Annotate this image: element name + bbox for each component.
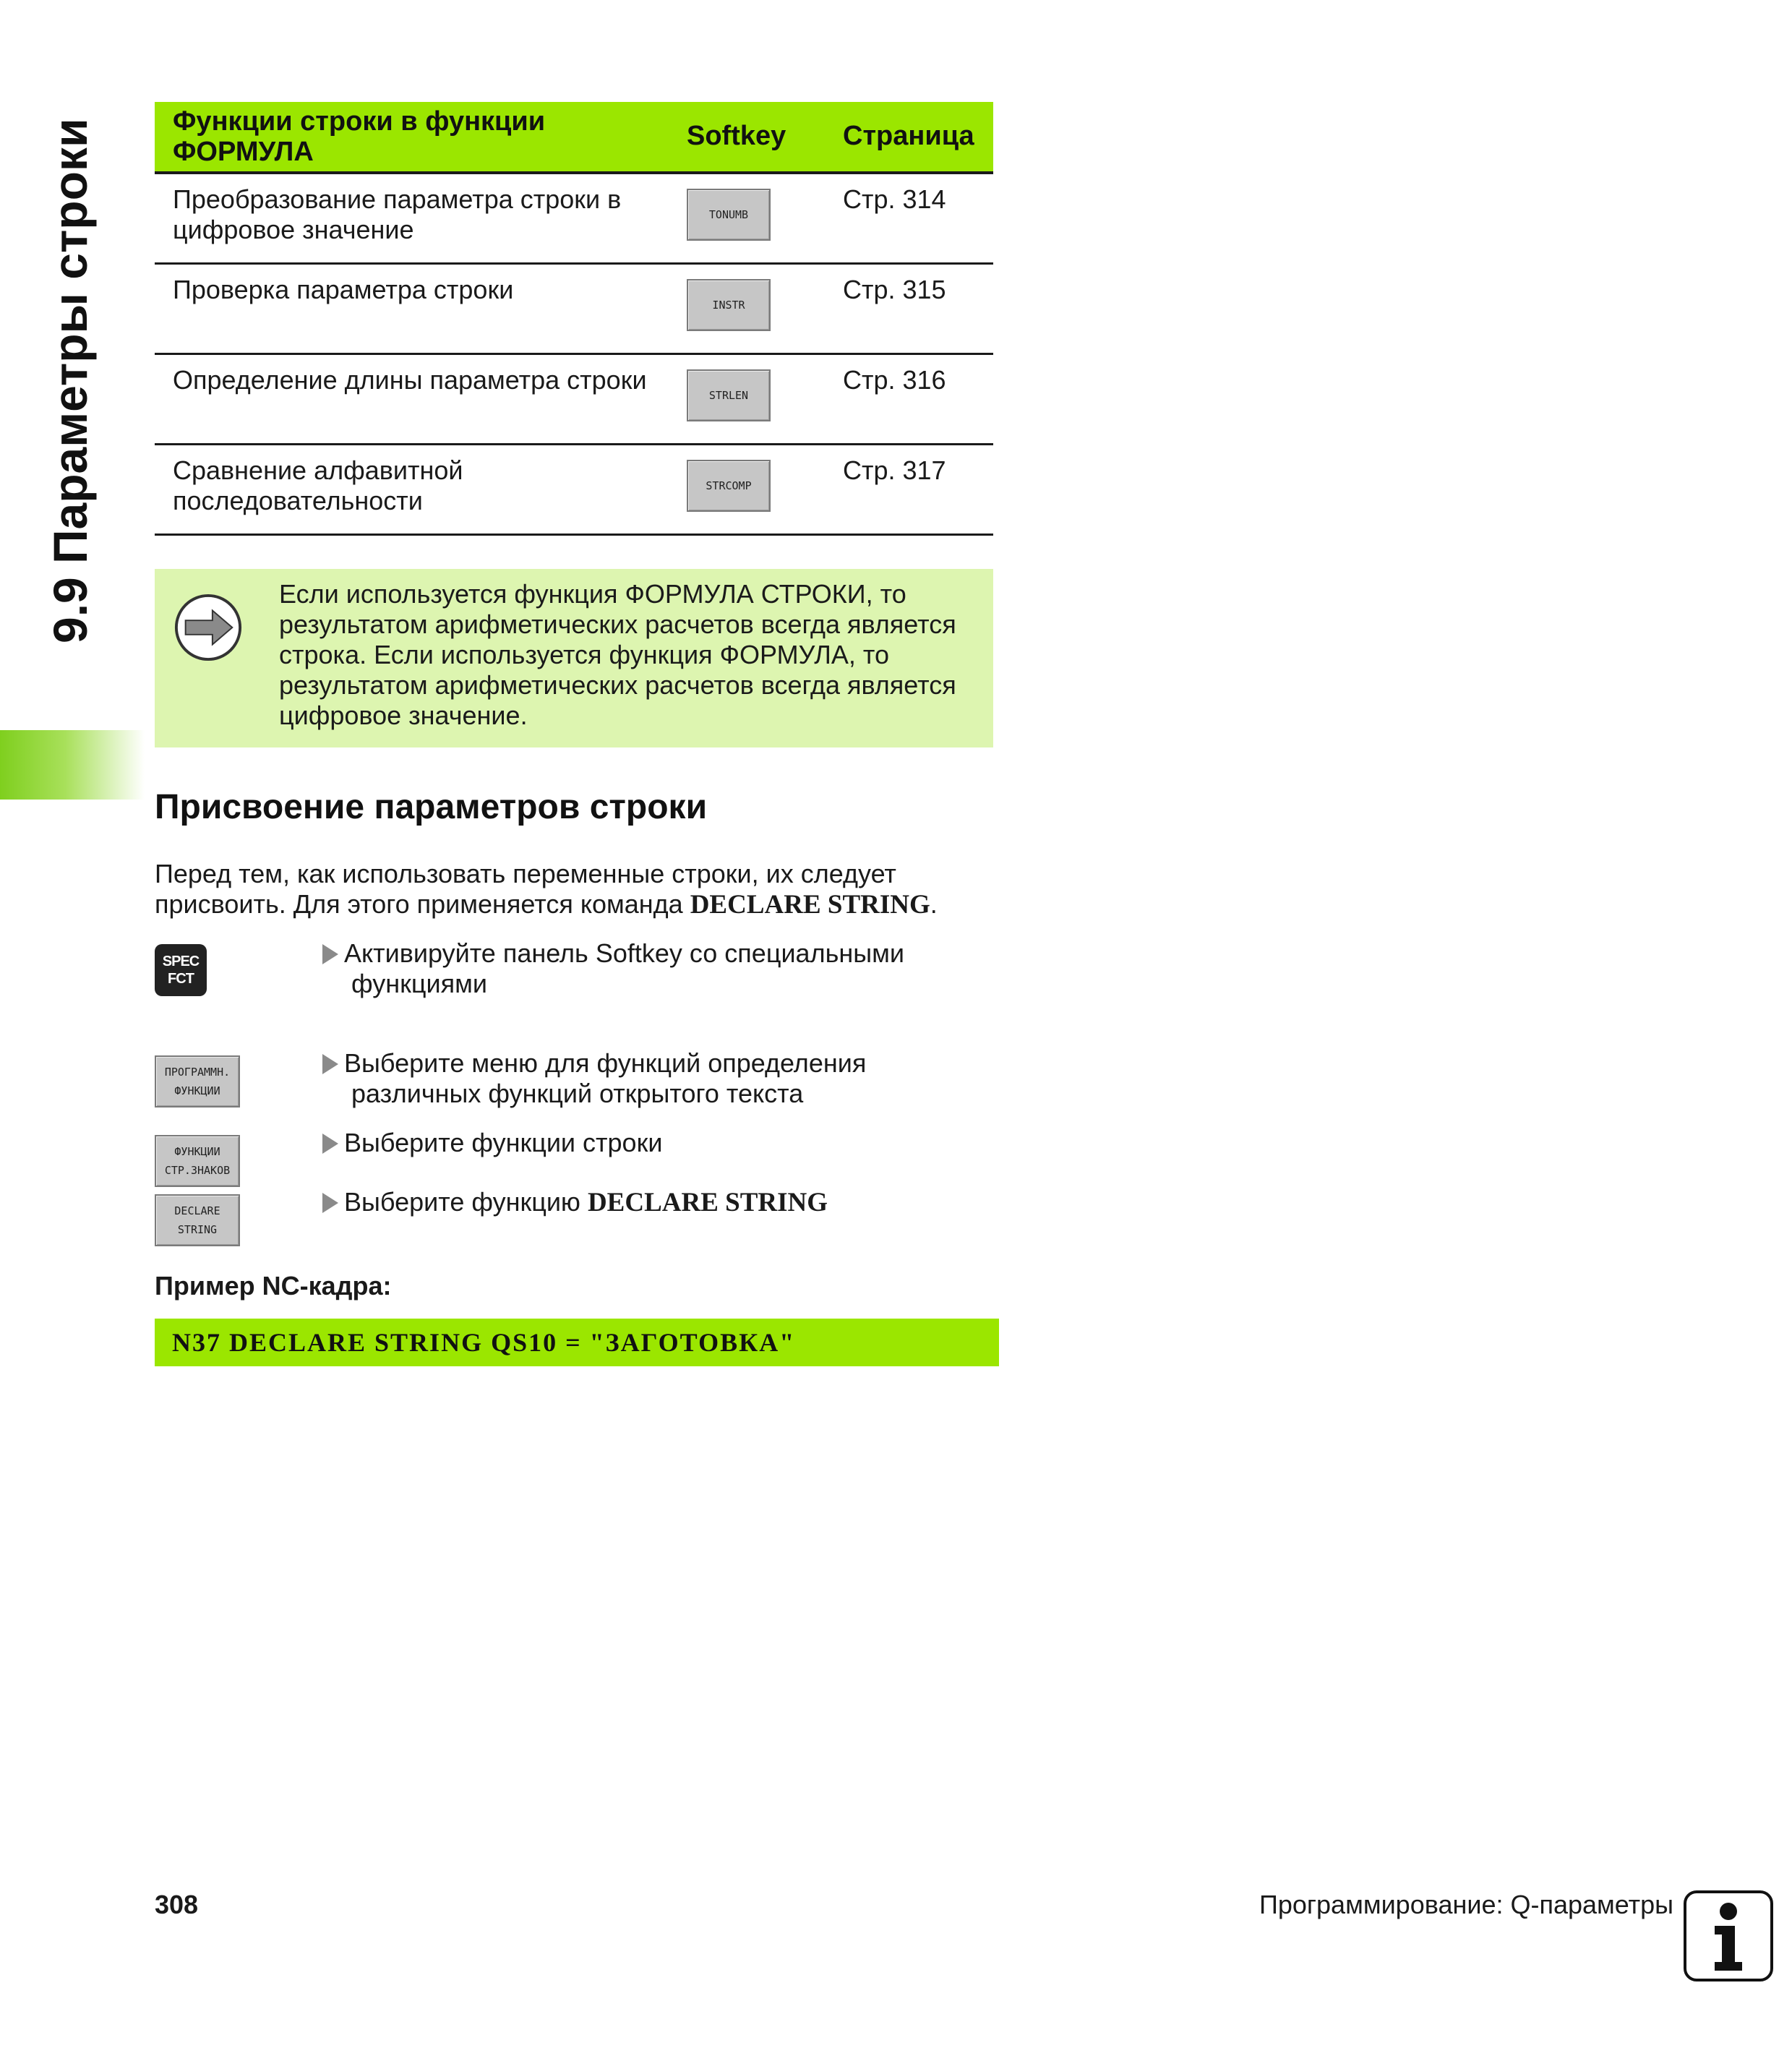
softkey-line2: СТР.ЗНАКОВ — [164, 1164, 231, 1177]
header-page: Страница — [843, 121, 974, 151]
softkey-line2: ФУНКЦИИ — [174, 1084, 220, 1097]
table-row — [155, 355, 993, 445]
step-item — [322, 938, 995, 999]
row-description: Определение длины параметра строки — [173, 365, 647, 395]
page-number: 308 — [155, 1890, 199, 1919]
row-page-ref[interactable]: Стр. 316 — [843, 365, 946, 395]
softkey-line1: DECLARE — [174, 1204, 220, 1217]
intro-end: . — [930, 889, 938, 919]
footer-title: Программирование: Q-параметры — [1259, 1890, 1673, 1919]
note-box — [155, 569, 993, 747]
table-header — [155, 102, 993, 174]
row-description: Преобразование параметра строки в цифровое значение — [173, 184, 622, 244]
softkey-line1: ФУНКЦИИ — [174, 1145, 220, 1158]
spec-fct-key[interactable] — [155, 944, 207, 996]
softkey-line1: ПРОГРАММН. — [164, 1066, 231, 1079]
triangle-bullet-icon — [322, 944, 338, 964]
triangle-bullet-icon — [322, 1134, 338, 1154]
row-page-ref[interactable]: Стр. 317 — [843, 455, 946, 485]
section-heading: Присвоение параметров строки — [155, 788, 708, 826]
step-text: Выберите меню для функций определения — [344, 1048, 867, 1078]
chapter-tab-marker — [0, 730, 145, 800]
step-text: Выберите функции строки — [344, 1128, 663, 1157]
step-item — [322, 1048, 995, 1109]
instr-softkey[interactable]: INSTR — [687, 279, 771, 331]
intro-paragraph — [155, 859, 993, 920]
header-softkey: Softkey — [687, 121, 786, 151]
info-icon — [1683, 1890, 1774, 1982]
table-row — [155, 265, 993, 355]
step-text-continued: функциями — [351, 969, 487, 998]
example-label: Пример NC-кадра: — [155, 1271, 392, 1301]
triangle-bullet-icon — [322, 1054, 338, 1074]
string-functions-table — [155, 102, 993, 536]
step-item — [322, 1128, 995, 1158]
table-row — [155, 174, 993, 265]
softkey-line2: STRING — [177, 1223, 218, 1236]
strlen-softkey[interactable]: STRLEN — [687, 369, 771, 421]
step-command: DECLARE STRING — [587, 1188, 828, 1217]
intro-text: Перед тем, как использовать переменные строки, их следует присвоить. Для этого применяется команда — [155, 859, 896, 919]
header-function: Функции строки в функции ФОРМУЛА — [173, 106, 546, 167]
table-row — [155, 445, 993, 536]
spec-fct-key-line2: FCT — [168, 971, 194, 987]
strcomp-softkey[interactable]: STRCOMP — [687, 460, 771, 512]
step-text-continued: различных функций открытого текста — [351, 1079, 804, 1108]
program-functions-softkey[interactable] — [155, 1055, 240, 1107]
tonumb-softkey[interactable]: TONUMB — [687, 189, 771, 241]
step-text: Выберите функцию — [344, 1187, 580, 1217]
spec-fct-key-line1: SPEC — [162, 954, 200, 969]
triangle-bullet-icon — [322, 1193, 338, 1213]
declare-string-softkey[interactable] — [155, 1194, 240, 1246]
intro-command: DECLARE STRING — [690, 890, 930, 920]
step-text: Активируйте панель Softkey со специальными — [344, 938, 904, 968]
arrow-right-icon — [173, 592, 244, 663]
section-side-title: 9.9 Параметры строки — [43, 118, 97, 643]
string-functions-softkey[interactable] — [155, 1135, 240, 1187]
note-text: Если используется функция ФОРМУЛА СТРОКИ, то результатом арифметических расчетов всегда является строка. Если используется функция ФОРМУЛА, то результатом арифметических расчетов всегда является цифровое значение. — [279, 579, 956, 730]
row-page-ref[interactable]: Стр. 315 — [843, 275, 946, 304]
step-item — [322, 1187, 995, 1218]
nc-code-block: N37 DECLARE STRING QS10 = "ЗАГОТОВКА" — [155, 1319, 999, 1366]
row-description: Проверка параметра строки — [173, 275, 514, 304]
row-description: Сравнение алфавитной последовательности — [173, 455, 463, 515]
row-page-ref[interactable]: Стр. 314 — [843, 184, 946, 214]
